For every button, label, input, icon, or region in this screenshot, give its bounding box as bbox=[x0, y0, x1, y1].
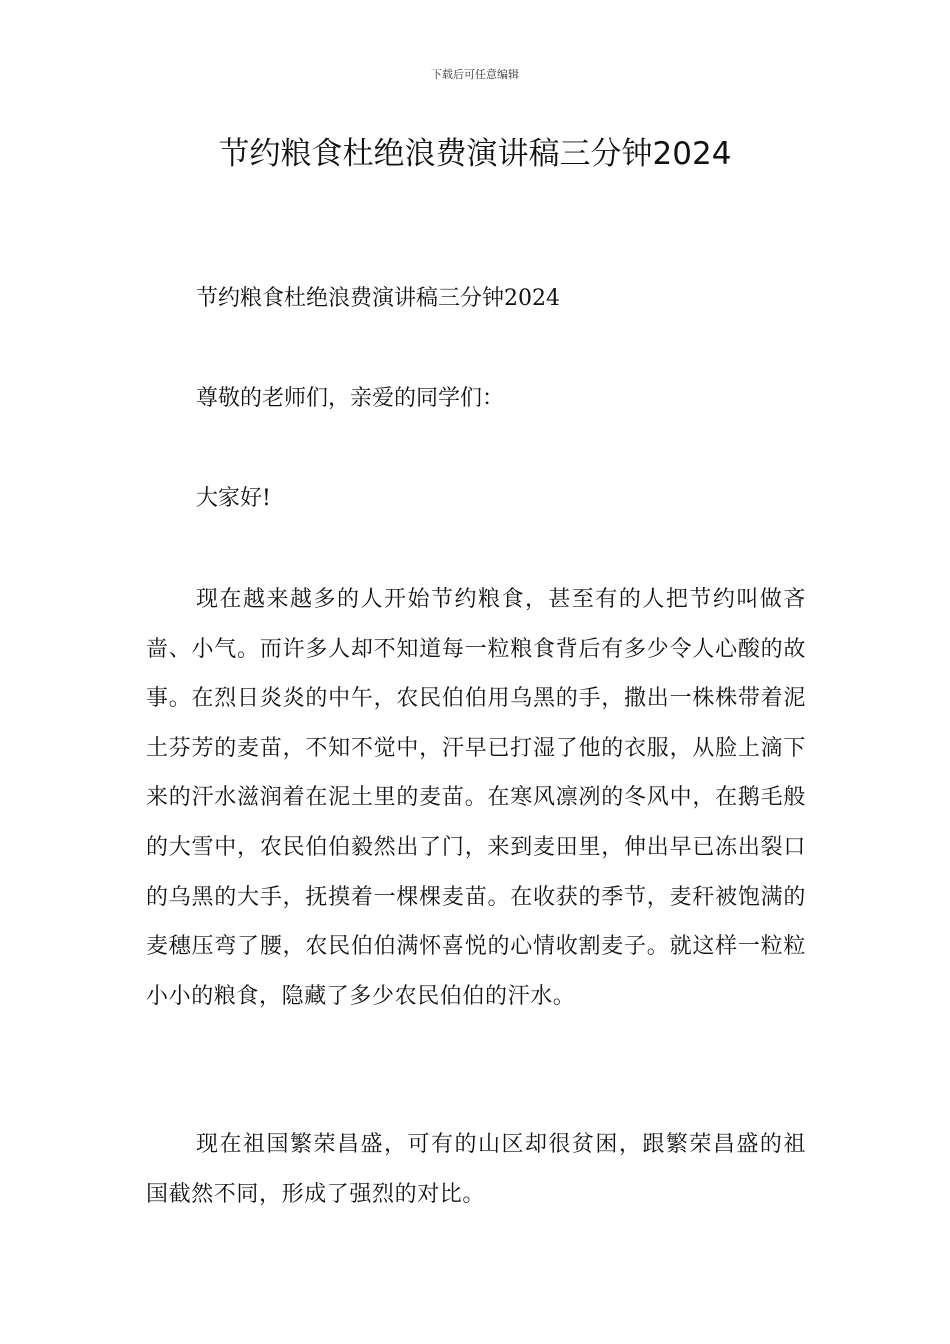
body-paragraph: 现在祖国繁荣昌盛，可有的山区却很贫困，跟繁荣昌盛的祖国截然不同，形成了强烈的对比。 bbox=[146, 1132, 806, 1207]
salutation: 尊敬的老师们，亲爱的同学们： bbox=[196, 386, 505, 411]
body-paragraph: 现在越来越多的人开始节约粮食，甚至有的人把节约叫做吝啬、小气。而许多人却不知道每一粒粮食背后有多少令人心酸的故事。在烈日炎炎的中午，农民伯伯用乌黑的手，撒出一株株带着泥土芬芳的麦苗，不知不觉中，汗早已打湿了他的衣服，从脸上滴下来的汗水滋润着在泥土里的麦苗。在寒风凛冽的冬风中，在鹅毛般的大雪中，农民伯伯毅然出了门，来到麦田里，伸出早已冻出裂口的乌黑的大手，抚摸着一棵棵麦苗。在收获的季节，麦秆被饱满的麦穗压弯了腰，农民伯伯满怀喜悦的心情收割麦子。就这样一粒粒小小的粮食，隐藏了多少农民伯伯的汗水。 bbox=[146, 587, 806, 1009]
greeting: 大家好! bbox=[196, 486, 271, 511]
document-title: 节约粮食杜绝浪费演讲稿三分钟2024 bbox=[218, 136, 732, 172]
document-subtitle: 节约粮食杜绝浪费演讲稿三分钟2024 bbox=[196, 286, 560, 311]
header-note: 下载后可任意编辑 bbox=[431, 68, 519, 81]
